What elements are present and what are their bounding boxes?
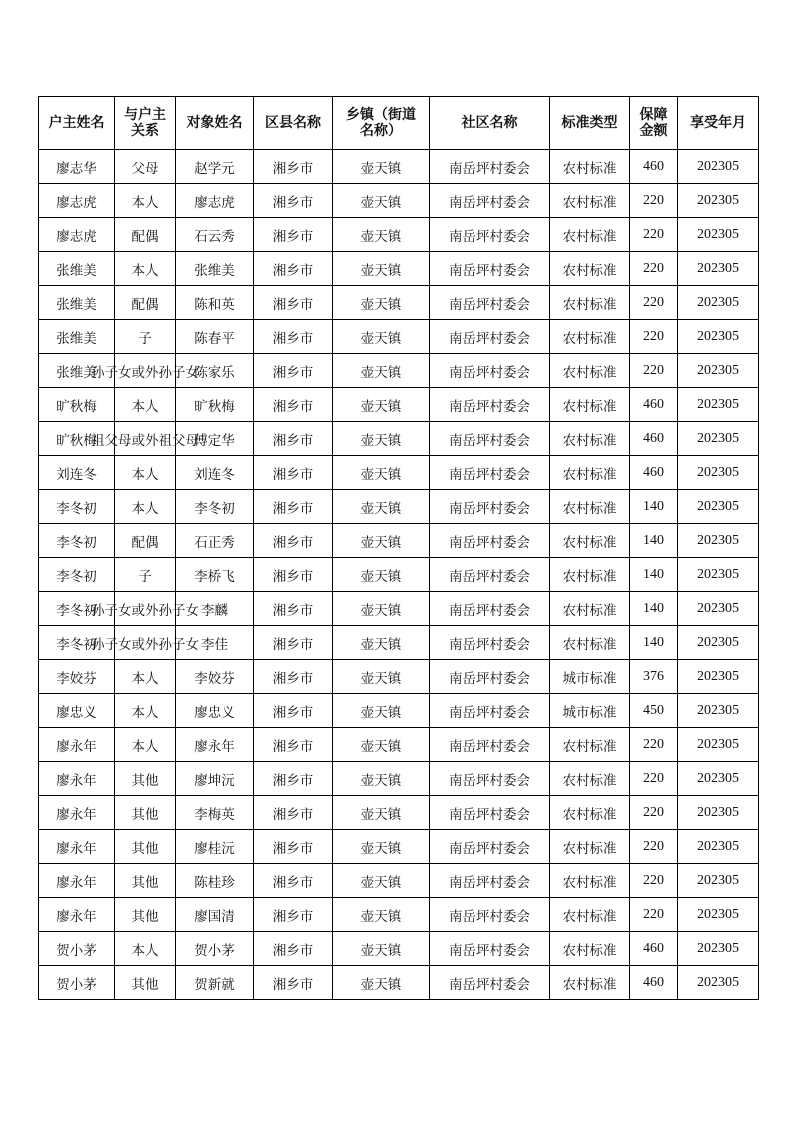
recipient-name-cell: 傅定华 [176,422,254,456]
table-row [39,354,759,388]
county-name-cell: 湘乡市 [254,320,333,354]
recipient-name-cell: 陈和英 [176,286,254,320]
township-name-cell: 壶天镇 [333,218,430,252]
county-name-cell: 湘乡市 [254,252,333,286]
county-name-cell: 湘乡市 [254,388,333,422]
community-name-cell: 南岳坪村委会 [430,558,550,592]
recipient-name-cell: 李佳 [176,626,254,660]
subsidy-amount-cell: 220 [630,796,678,830]
header-cell: 户主姓名 [39,97,115,150]
community-name-cell: 南岳坪村委会 [430,184,550,218]
community-name-cell: 南岳坪村委会 [430,422,550,456]
county-name-cell: 湘乡市 [254,898,333,932]
subsidy-amount-cell: 220 [630,286,678,320]
subsidy-amount-cell: 140 [630,524,678,558]
county-name-cell: 湘乡市 [254,184,333,218]
table-row [39,184,759,218]
county-name-cell: 湘乡市 [254,796,333,830]
household-head-name-cell: 廖永年 [39,796,115,830]
relationship-cell: 本人 [115,932,176,966]
county-name-cell: 湘乡市 [254,830,333,864]
recipient-name-cell: 刘连冬 [176,456,254,490]
standard-type-cell: 农村标准 [550,558,630,592]
standard-type-cell: 农村标准 [550,932,630,966]
subsidy-amount-cell: 220 [630,830,678,864]
table-row [39,286,759,320]
table-row [39,592,759,626]
community-name-cell: 南岳坪村委会 [430,456,550,490]
relationship-cell: 其他 [115,898,176,932]
subsidy-amount-cell: 376 [630,660,678,694]
recipient-name-cell: 李冬初 [176,490,254,524]
benefit-month-cell: 202305 [678,660,759,694]
standard-type-cell: 农村标准 [550,286,630,320]
recipient-name-cell: 廖永年 [176,728,254,762]
community-name-cell: 南岳坪村委会 [430,388,550,422]
community-name-cell: 南岳坪村委会 [430,490,550,524]
community-name-cell: 南岳坪村委会 [430,218,550,252]
household-head-name-cell: 李冬初 [39,558,115,592]
table-row [39,524,759,558]
benefit-month-cell: 202305 [678,150,759,184]
table-row [39,966,759,1000]
header-cell: 乡镇（街道名称） [333,97,430,150]
standard-type-cell: 农村标准 [550,184,630,218]
county-name-cell: 湘乡市 [254,354,333,388]
benefit-month-cell: 202305 [678,456,759,490]
header-cell: 社区名称 [430,97,550,150]
table-row [39,728,759,762]
table-row [39,932,759,966]
relationship-cell: 父母 [115,150,176,184]
recipient-name-cell: 旷秋梅 [176,388,254,422]
relationship-cell: 其他 [115,830,176,864]
relationship-cell: 本人 [115,660,176,694]
benefit-month-cell: 202305 [678,184,759,218]
county-name-cell: 湘乡市 [254,626,333,660]
relationship-cell [91,354,199,388]
household-head-name-cell: 廖志华 [39,150,115,184]
community-name-cell: 南岳坪村委会 [430,592,550,626]
header-row [39,97,759,150]
subsidy-amount-cell: 140 [630,626,678,660]
township-name-cell: 壶天镇 [333,932,430,966]
community-name-cell: 南岳坪村委会 [430,898,550,932]
recipient-name-cell: 陈家乐 [176,354,254,388]
community-name-cell: 南岳坪村委会 [430,252,550,286]
township-name-cell: 壶天镇 [333,796,430,830]
recipient-name-cell: 赵学元 [176,150,254,184]
table-row [39,830,759,864]
township-name-cell: 壶天镇 [333,388,430,422]
household-head-name-cell: 廖永年 [39,864,115,898]
relationship-label: 孙子女或外孙子女 [91,636,199,653]
benefit-month-cell: 202305 [678,626,759,660]
township-name-cell: 壶天镇 [333,558,430,592]
township-name-cell: 壶天镇 [333,422,430,456]
subsidy-amount-cell: 460 [630,388,678,422]
benefit-month-cell: 202305 [678,796,759,830]
township-name-cell: 壶天镇 [333,966,430,1000]
recipient-name-cell: 李姣芬 [176,660,254,694]
subsidy-amount-cell: 220 [630,218,678,252]
township-name-cell: 壶天镇 [333,830,430,864]
benefit-month-cell: 202305 [678,830,759,864]
benefit-month-cell: 202305 [678,932,759,966]
relationship-cell: 配偶 [115,286,176,320]
standard-type-cell: 城市标准 [550,660,630,694]
community-name-cell: 南岳坪村委会 [430,354,550,388]
header-cell: 与户主关系 [115,97,176,150]
relationship-cell: 本人 [115,728,176,762]
township-name-cell: 壶天镇 [333,286,430,320]
table-row [39,456,759,490]
household-head-name-cell: 廖志虎 [39,184,115,218]
household-head-name-cell: 贺小茅 [39,966,115,1000]
benefit-month-cell: 202305 [678,966,759,1000]
township-name-cell: 壶天镇 [333,728,430,762]
subsidy-amount-cell: 220 [630,728,678,762]
benefit-month-cell: 202305 [678,762,759,796]
subsidy-amount-cell: 460 [630,456,678,490]
standard-type-cell: 农村标准 [550,626,630,660]
benefit-month-cell: 202305 [678,286,759,320]
benefit-month-cell: 202305 [678,320,759,354]
relationship-cell: 其他 [115,966,176,1000]
county-name-cell: 湘乡市 [254,660,333,694]
relationship-cell: 其他 [115,796,176,830]
relationship-cell [91,422,199,456]
standard-type-cell: 农村标准 [550,864,630,898]
township-name-cell: 壶天镇 [333,626,430,660]
standard-type-cell: 农村标准 [550,966,630,1000]
subsidy-amount-cell: 220 [630,762,678,796]
standard-type-cell: 农村标准 [550,422,630,456]
household-head-name-cell: 廖永年 [39,898,115,932]
household-head-name-cell: 廖忠义 [39,694,115,728]
township-name-cell: 壶天镇 [333,694,430,728]
benefit-month-cell: 202305 [678,524,759,558]
standard-type-cell: 农村标准 [550,898,630,932]
table-row [39,898,759,932]
county-name-cell: 湘乡市 [254,218,333,252]
standard-type-cell: 农村标准 [550,150,630,184]
header-cell: 享受年月 [678,97,759,150]
benefit-month-cell: 202305 [678,218,759,252]
subsidy-amount-cell: 450 [630,694,678,728]
subsidy-amount-cell: 220 [630,898,678,932]
household-head-name-cell: 张维美 [39,286,115,320]
standard-type-cell: 农村标准 [550,524,630,558]
household-head-name-cell: 旷秋梅 [39,422,115,456]
county-name-cell: 湘乡市 [254,762,333,796]
township-name-cell: 壶天镇 [333,762,430,796]
household-head-name-cell: 李冬初 [39,524,115,558]
household-head-name-cell: 刘连冬 [39,456,115,490]
benefit-month-cell: 202305 [678,558,759,592]
community-name-cell: 南岳坪村委会 [430,728,550,762]
recipient-name-cell: 廖桂沅 [176,830,254,864]
subsidy-amount-cell: 220 [630,252,678,286]
relationship-cell: 本人 [115,184,176,218]
header-cell: 保障金额 [630,97,678,150]
recipient-name-cell: 石云秀 [176,218,254,252]
relationship-cell: 配偶 [115,218,176,252]
roster-body [39,150,759,1000]
relationship-cell: 本人 [115,456,176,490]
relationship-cell: 其他 [115,762,176,796]
table-row [39,796,759,830]
subsidy-amount-cell: 140 [630,592,678,626]
recipient-name-cell: 贺小茅 [176,932,254,966]
standard-type-cell: 农村标准 [550,592,630,626]
relationship-cell [91,626,199,660]
standard-type-cell: 农村标准 [550,354,630,388]
relationship-label: 祖父母或外祖父母 [91,432,199,449]
table-row [39,626,759,660]
county-name-cell: 湘乡市 [254,286,333,320]
county-name-cell: 湘乡市 [254,524,333,558]
township-name-cell: 壶天镇 [333,524,430,558]
household-head-name-cell: 李冬初 [39,592,115,626]
household-head-name-cell: 廖志虎 [39,218,115,252]
table-row [39,150,759,184]
county-name-cell: 湘乡市 [254,558,333,592]
county-name-cell: 湘乡市 [254,422,333,456]
subsidy-amount-cell: 460 [630,966,678,1000]
recipient-name-cell: 廖志虎 [176,184,254,218]
subsidy-amount-cell: 460 [630,150,678,184]
county-name-cell: 湘乡市 [254,490,333,524]
table-row [39,660,759,694]
community-name-cell: 南岳坪村委会 [430,320,550,354]
table-row [39,320,759,354]
community-name-cell: 南岳坪村委会 [430,286,550,320]
household-head-name-cell: 李冬初 [39,490,115,524]
county-name-cell: 湘乡市 [254,932,333,966]
table-row [39,864,759,898]
township-name-cell: 壶天镇 [333,456,430,490]
header-cell: 标准类型 [550,97,630,150]
township-name-cell: 壶天镇 [333,898,430,932]
subsidy-amount-cell: 460 [630,932,678,966]
relationship-cell: 本人 [115,490,176,524]
table-row [39,218,759,252]
household-head-name-cell: 旷秋梅 [39,388,115,422]
relationship-cell: 本人 [115,694,176,728]
subsidy-amount-cell: 140 [630,490,678,524]
benefit-month-cell: 202305 [678,252,759,286]
recipient-name-cell: 石正秀 [176,524,254,558]
benefit-month-cell: 202305 [678,728,759,762]
standard-type-cell: 农村标准 [550,762,630,796]
standard-type-cell: 农村标准 [550,796,630,830]
standard-type-cell: 城市标准 [550,694,630,728]
household-head-name-cell: 李姣芬 [39,660,115,694]
county-name-cell: 湘乡市 [254,150,333,184]
recipient-name-cell: 廖国清 [176,898,254,932]
recipient-name-cell: 陈春平 [176,320,254,354]
subsidy-amount-cell: 220 [630,320,678,354]
relationship-cell: 配偶 [115,524,176,558]
subsidy-amount-cell: 220 [630,184,678,218]
table-row [39,762,759,796]
subsidy-amount-cell: 140 [630,558,678,592]
county-name-cell: 湘乡市 [254,728,333,762]
header-cell: 对象姓名 [176,97,254,150]
township-name-cell: 壶天镇 [333,320,430,354]
household-head-name-cell: 贺小茅 [39,932,115,966]
township-name-cell: 壶天镇 [333,490,430,524]
community-name-cell: 南岳坪村委会 [430,694,550,728]
community-name-cell: 南岳坪村委会 [430,660,550,694]
township-name-cell: 壶天镇 [333,864,430,898]
table-row [39,388,759,422]
standard-type-cell: 农村标准 [550,456,630,490]
household-head-name-cell: 李冬初 [39,626,115,660]
roster-table [38,96,759,1000]
subsidy-amount-cell: 460 [630,422,678,456]
township-name-cell: 壶天镇 [333,150,430,184]
community-name-cell: 南岳坪村委会 [430,864,550,898]
recipient-name-cell: 张维美 [176,252,254,286]
standard-type-cell: 农村标准 [550,388,630,422]
household-head-name-cell: 张维美 [39,252,115,286]
household-head-name-cell: 廖永年 [39,830,115,864]
benefit-month-cell: 202305 [678,592,759,626]
household-head-name-cell: 张维美 [39,354,115,388]
community-name-cell: 南岳坪村委会 [430,524,550,558]
community-name-cell: 南岳坪村委会 [430,626,550,660]
recipient-name-cell: 陈桂珍 [176,864,254,898]
standard-type-cell: 农村标准 [550,252,630,286]
township-name-cell: 壶天镇 [333,252,430,286]
relationship-cell: 本人 [115,252,176,286]
relationship-label: 孙子女或外孙子女 [91,602,199,619]
relationship-label: 孙子女或外孙子女 [91,364,199,381]
header-cell: 区县名称 [254,97,333,150]
household-head-name-cell: 廖永年 [39,762,115,796]
relationship-cell: 其他 [115,864,176,898]
community-name-cell: 南岳坪村委会 [430,762,550,796]
benefit-month-cell: 202305 [678,490,759,524]
assistance-roster [38,96,758,1000]
relationship-cell: 子 [115,320,176,354]
recipient-name-cell: 李桥飞 [176,558,254,592]
household-head-name-cell: 廖永年 [39,728,115,762]
standard-type-cell: 农村标准 [550,830,630,864]
benefit-month-cell: 202305 [678,354,759,388]
county-name-cell: 湘乡市 [254,592,333,626]
community-name-cell: 南岳坪村委会 [430,796,550,830]
benefit-month-cell: 202305 [678,898,759,932]
recipient-name-cell: 李梅英 [176,796,254,830]
county-name-cell: 湘乡市 [254,864,333,898]
relationship-cell: 子 [115,558,176,592]
township-name-cell: 壶天镇 [333,354,430,388]
benefit-month-cell: 202305 [678,422,759,456]
table-row [39,490,759,524]
standard-type-cell: 农村标准 [550,490,630,524]
county-name-cell: 湘乡市 [254,456,333,490]
community-name-cell: 南岳坪村委会 [430,150,550,184]
recipient-name-cell: 廖忠义 [176,694,254,728]
relationship-cell [91,592,199,626]
community-name-cell: 南岳坪村委会 [430,830,550,864]
township-name-cell: 壶天镇 [333,592,430,626]
benefit-month-cell: 202305 [678,388,759,422]
relationship-cell: 本人 [115,388,176,422]
county-name-cell: 湘乡市 [254,694,333,728]
standard-type-cell: 农村标准 [550,320,630,354]
township-name-cell: 壶天镇 [333,184,430,218]
table-row [39,252,759,286]
recipient-name-cell: 李麟 [176,592,254,626]
table-row [39,558,759,592]
recipient-name-cell: 廖坤沅 [176,762,254,796]
recipient-name-cell: 贺新就 [176,966,254,1000]
subsidy-amount-cell: 220 [630,354,678,388]
community-name-cell: 南岳坪村委会 [430,932,550,966]
standard-type-cell: 农村标准 [550,218,630,252]
benefit-month-cell: 202305 [678,864,759,898]
county-name-cell: 湘乡市 [254,966,333,1000]
township-name-cell: 壶天镇 [333,660,430,694]
table-row [39,694,759,728]
subsidy-amount-cell: 220 [630,864,678,898]
benefit-month-cell: 202305 [678,694,759,728]
table-row [39,422,759,456]
community-name-cell: 南岳坪村委会 [430,966,550,1000]
household-head-name-cell: 张维美 [39,320,115,354]
standard-type-cell: 农村标准 [550,728,630,762]
